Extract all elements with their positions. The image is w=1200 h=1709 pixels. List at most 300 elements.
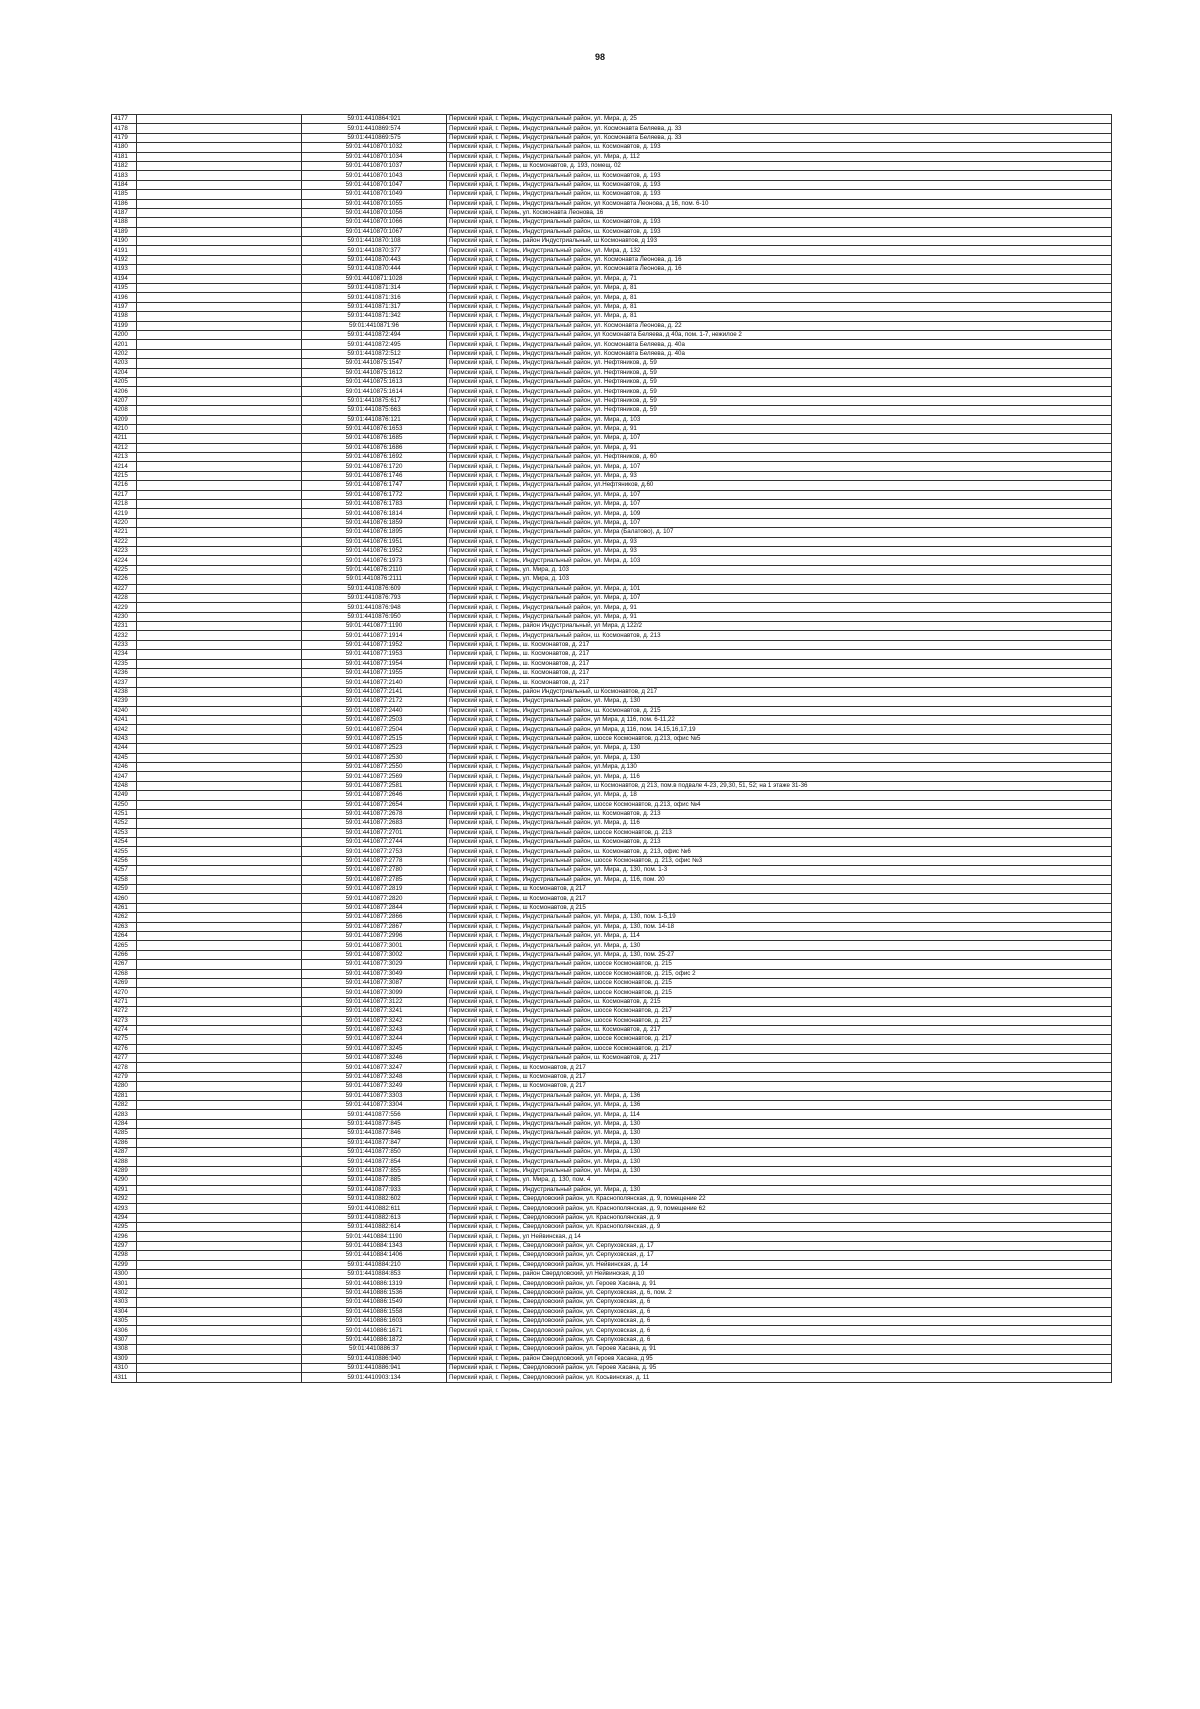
address-cell: Пермский край, г. Пермь, Индустриальный район, ш. Космонавтов, д. 193: [447, 143, 1112, 152]
blank-cell: [137, 856, 302, 865]
address-cell: Пермский край, г. Пермь, Индустриальный район, ул. Мира, д. 130, пом. 25-27: [447, 950, 1112, 959]
table-row: [112, 161, 1112, 170]
address-cell: Пермский край, г. Пермь, Индустриальный район, ул. Мира, д. 109: [447, 509, 1112, 518]
blank-cell: [137, 1063, 302, 1072]
table-row: [112, 1016, 1112, 1025]
blank-cell: [137, 1119, 302, 1128]
table-row: [112, 406, 1112, 415]
row-number-cell: 4306: [112, 1326, 137, 1335]
table-row: [112, 969, 1112, 978]
address-cell: Пермский край, г. Пермь, Индустриальный район, ул.Нефтяников, д.60: [447, 481, 1112, 490]
cadastral-number-cell: 59:01:4410877:2530: [302, 753, 447, 762]
table-row: [112, 227, 1112, 236]
table-row: [112, 640, 1112, 649]
blank-cell: [137, 340, 302, 349]
row-number-cell: 4234: [112, 650, 137, 659]
address-cell: Пермский край, г. Пермь, ул Нейвинская, д 14: [447, 1232, 1112, 1241]
blank-cell: [137, 1101, 302, 1110]
row-number-cell: 4279: [112, 1072, 137, 1081]
address-cell: Пермский край, г. Пермь, Свердловский район, ул. Серпуховская, д. 6: [447, 1298, 1112, 1307]
table-row: [112, 960, 1112, 969]
blank-cell: [137, 960, 302, 969]
address-cell: Пермский край, г. Пермь, район Индустриальный, ш Космонавтов, д 217: [447, 687, 1112, 696]
cadastral-number-cell: 59:01:4410884:853: [302, 1270, 447, 1279]
cadastral-number-cell: 59:01:4410870:1034: [302, 152, 447, 161]
address-cell: Пермский край, г. Пермь, Индустриальный район, ул. Мира, д. 91: [447, 443, 1112, 452]
address-cell: Пермский край, г. Пермь, Индустриальный район, ул. Мира, д. 130: [447, 744, 1112, 753]
table-row: [112, 931, 1112, 940]
blank-cell: [137, 894, 302, 903]
table-row: [112, 1091, 1112, 1100]
cadastral-number-cell: 59:01:4410877:1955: [302, 669, 447, 678]
address-cell: Пермский край, г. Пермь, ш Космонавтов, д. 193, помещ. 02: [447, 161, 1112, 170]
row-number-cell: 4188: [112, 218, 137, 227]
table-row: [112, 265, 1112, 274]
table-row: [112, 471, 1112, 480]
cadastral-number-cell: 59:01:4410876:2111: [302, 575, 447, 584]
table-row: [112, 772, 1112, 781]
blank-cell: [137, 546, 302, 555]
table-row: [112, 650, 1112, 659]
cadastral-number-cell: 59:01:4410877:3087: [302, 978, 447, 987]
cadastral-number-cell: 59:01:4410864:921: [302, 115, 447, 124]
cadastral-number-cell: 59:01:4410876:1772: [302, 490, 447, 499]
address-cell: Пермский край, г. Пермь, Индустриальный район, шоссе Космонавтов, д. 217: [447, 1044, 1112, 1053]
table-row: [112, 622, 1112, 631]
cadastral-number-cell: 59:01:4410877:2646: [302, 791, 447, 800]
blank-cell: [137, 800, 302, 809]
row-number-cell: 4242: [112, 725, 137, 734]
blank-cell: [137, 443, 302, 452]
cadastral-number-cell: 59:01:4410871:1028: [302, 274, 447, 283]
row-number-cell: 4254: [112, 838, 137, 847]
address-cell: Пермский край, г. Пермь, Индустриальный район, ул. Космонавта Беляева, д. 33: [447, 124, 1112, 133]
address-cell: Пермский край, г. Пермь, ш. Космонавтов, д. 217: [447, 640, 1112, 649]
blank-cell: [137, 199, 302, 208]
cadastral-number-cell: 59:01:4410876:1895: [302, 528, 447, 537]
row-number-cell: 4258: [112, 875, 137, 884]
blank-cell: [137, 1157, 302, 1166]
row-number-cell: 4266: [112, 950, 137, 959]
row-number-cell: 4247: [112, 772, 137, 781]
row-number-cell: 4213: [112, 453, 137, 462]
row-number-cell: 4276: [112, 1044, 137, 1053]
cadastral-number-cell: 59:01:4410877:933: [302, 1185, 447, 1194]
table-row: [112, 1007, 1112, 1016]
address-cell: Пермский край, г. Пермь, Индустриальный район, ул. Мира, д. 130: [447, 1147, 1112, 1156]
blank-cell: [137, 584, 302, 593]
table-row: [112, 1373, 1112, 1382]
blank-cell: [137, 359, 302, 368]
blank-cell: [137, 171, 302, 180]
address-cell: Пермский край, г. Пермь, Индустриальный район, ул. Мира (Балатово), д. 107: [447, 528, 1112, 537]
blank-cell: [137, 744, 302, 753]
address-cell: Пермский край, г. Пермь, Индустриальный район, ул Космонавта Беляева, д 40а, пом. 1-7, нежилое 2: [447, 330, 1112, 339]
table-row: [112, 669, 1112, 678]
blank-cell: [137, 143, 302, 152]
cadastral-number-cell: 59:01:4410877:1954: [302, 659, 447, 668]
table-row: [112, 1279, 1112, 1288]
row-number-cell: 4300: [112, 1270, 137, 1279]
table-row: [112, 443, 1112, 452]
address-cell: Пермский край, г. Пермь, ш. Космонавтов, д. 217: [447, 678, 1112, 687]
address-cell: Пермский край, г. Пермь, Индустриальный район, ул. Мира, д. 107: [447, 490, 1112, 499]
row-number-cell: 4203: [112, 359, 137, 368]
table-row: [112, 537, 1112, 546]
cadastral-number-cell: 59:01:4410877:2701: [302, 828, 447, 837]
cadastral-number-cell: 59:01:4410884:210: [302, 1260, 447, 1269]
row-number-cell: 4181: [112, 152, 137, 161]
cadastral-number-cell: 59:01:4410877:1953: [302, 650, 447, 659]
table-row: [112, 1194, 1112, 1203]
blank-cell: [137, 988, 302, 997]
blank-cell: [137, 406, 302, 415]
row-number-cell: 4231: [112, 622, 137, 631]
blank-cell: [137, 518, 302, 527]
row-number-cell: 4246: [112, 762, 137, 771]
address-cell: Пермский край, г. Пермь, Индустриальный район, ул. Мира, д. 107: [447, 434, 1112, 443]
row-number-cell: 4190: [112, 237, 137, 246]
cadastral-number-cell: 59:01:4410877:2172: [302, 697, 447, 706]
row-number-cell: 4288: [112, 1157, 137, 1166]
cadastral-number-cell: 59:01:4410872:495: [302, 340, 447, 349]
blank-cell: [137, 218, 302, 227]
table-row: [112, 809, 1112, 818]
cadastral-number-cell: 59:01:4410876:1720: [302, 462, 447, 471]
address-cell: Пермский край, г. Пермь, Свердловский район, ул. Серпуховская, д. 6: [447, 1335, 1112, 1344]
table-row: [112, 631, 1112, 640]
address-cell: Пермский край, г. Пермь, Индустриальный район, ул. Мира, д. 81: [447, 302, 1112, 311]
table-row: [112, 190, 1112, 199]
row-number-cell: 4248: [112, 781, 137, 790]
table-row: [112, 218, 1112, 227]
table-row: [112, 490, 1112, 499]
blank-cell: [137, 1072, 302, 1081]
row-number-cell: 4309: [112, 1354, 137, 1363]
address-cell: Пермский край, г. Пермь, Индустриальный район, ш. Космонавтов, д. 215: [447, 706, 1112, 715]
cadastral-number-cell: 59:01:4410877:2819: [302, 885, 447, 894]
row-number-cell: 4262: [112, 913, 137, 922]
table-row: [112, 528, 1112, 537]
row-number-cell: 4232: [112, 631, 137, 640]
blank-cell: [137, 115, 302, 124]
blank-cell: [137, 321, 302, 330]
blank-cell: [137, 1204, 302, 1213]
cadastral-number-cell: 59:01:4410877:3242: [302, 1016, 447, 1025]
blank-cell: [137, 1345, 302, 1354]
cadastral-number-cell: 59:01:4410877:1952: [302, 640, 447, 649]
table-row: [112, 1363, 1112, 1372]
address-cell: Пермский край, г. Пермь, Свердловский район, ул. Серпуховская, д. 17: [447, 1251, 1112, 1260]
cadastral-number-cell: 59:01:4410871:314: [302, 284, 447, 293]
cadastral-number-cell: 59:01:4410876:1692: [302, 453, 447, 462]
table-row: [112, 744, 1112, 753]
table-row: [112, 180, 1112, 189]
blank-cell: [137, 274, 302, 283]
row-number-cell: 4263: [112, 922, 137, 931]
blank-cell: [137, 528, 302, 537]
table-row: [112, 387, 1112, 396]
row-number-cell: 4251: [112, 809, 137, 818]
row-number-cell: 4249: [112, 791, 137, 800]
address-cell: Пермский край, г. Пермь, ул. Мира, д. 103: [447, 575, 1112, 584]
cadastral-number-cell: 59:01:4410877:3243: [302, 1025, 447, 1034]
address-cell: Пермский край, г. Пермь, Индустриальный район, ул. Нефтяников, д. 59: [447, 359, 1112, 368]
row-number-cell: 4196: [112, 293, 137, 302]
blank-cell: [137, 1335, 302, 1344]
address-cell: Пермский край, г. Пермь, Индустриальный район, ш. Космонавтов, д. 213: [447, 809, 1112, 818]
row-number-cell: 4302: [112, 1288, 137, 1297]
blank-cell: [137, 866, 302, 875]
address-cell: Пермский край, г. Пермь, ш. Космонавтов, д. 217: [447, 669, 1112, 678]
row-number-cell: 4202: [112, 349, 137, 358]
address-cell: Пермский край, г. Пермь, Индустриальный район, ул. Мира, д. 130: [447, 1138, 1112, 1147]
address-cell: Пермский край, г. Пермь, Индустриальный район, ул. Мира, д. 25: [447, 115, 1112, 124]
row-number-cell: 4285: [112, 1129, 137, 1138]
table-row: [112, 1082, 1112, 1091]
cadastral-number-cell: 59:01:4410876:793: [302, 593, 447, 602]
row-number-cell: 4265: [112, 941, 137, 950]
cadastral-number-cell: 59:01:4410877:2820: [302, 894, 447, 903]
blank-cell: [137, 293, 302, 302]
address-cell: Пермский край, г. Пермь, ш. Космонавтов, д. 217: [447, 650, 1112, 659]
row-number-cell: 4191: [112, 246, 137, 255]
row-number-cell: 4290: [112, 1176, 137, 1185]
table-row: [112, 875, 1112, 884]
cadastral-number-cell: 59:01:4410877:3249: [302, 1082, 447, 1091]
table-row: [112, 762, 1112, 771]
blank-cell: [137, 565, 302, 574]
table-row: [112, 575, 1112, 584]
address-cell: Пермский край, г. Пермь, ш Космонавтов, д 217: [447, 894, 1112, 903]
table-row: [112, 847, 1112, 856]
cadastral-number-cell: 59:01:4410876:1973: [302, 556, 447, 565]
row-number-cell: 4227: [112, 584, 137, 593]
row-number-cell: 4297: [112, 1241, 137, 1250]
cadastral-register-table: [111, 114, 1112, 1383]
address-cell: Пермский край, г. Пермь, Индустриальный район, шоссе Космонавтов, д. 217: [447, 1016, 1112, 1025]
cadastral-number-cell: 59:01:4410882:611: [302, 1204, 447, 1213]
address-cell: Пермский край, г. Пермь, Свердловский район, ул. Краснополянская, д. 9, помещение 22: [447, 1194, 1112, 1203]
address-cell: Пермский край, г. Пермь, Индустриальный район, ул. Мира, д. 112: [447, 152, 1112, 161]
table-row: [112, 199, 1112, 208]
table-row: [112, 1138, 1112, 1147]
cadastral-number-cell: 59:01:4410877:2753: [302, 847, 447, 856]
row-number-cell: 4268: [112, 969, 137, 978]
address-cell: Пермский край, г. Пермь, Индустриальный район, ул. Мира, д. 130: [447, 1185, 1112, 1194]
cadastral-number-cell: 59:01:4410877:2503: [302, 716, 447, 725]
cadastral-number-cell: 59:01:4410877:3247: [302, 1063, 447, 1072]
cadastral-number-cell: 59:01:4410877:2996: [302, 931, 447, 940]
cadastral-number-cell: 59:01:4410877:556: [302, 1110, 447, 1119]
row-number-cell: 4180: [112, 143, 137, 152]
address-cell: Пермский край, г. Пермь, Индустриальный район, ул. Мира, д. 136: [447, 1091, 1112, 1100]
row-number-cell: 4298: [112, 1251, 137, 1260]
cadastral-number-cell: 59:01:4410877:850: [302, 1147, 447, 1156]
address-cell: Пермский край, г. Пермь, Индустриальный район, ул Мира, д 116, пом. 6-11,22: [447, 716, 1112, 725]
address-cell: Пермский край, г. Пермь, Индустриальный район, ул. Мира, д. 107: [447, 500, 1112, 509]
table-row: [112, 1298, 1112, 1307]
blank-cell: [137, 1270, 302, 1279]
row-number-cell: 4274: [112, 1025, 137, 1034]
blank-cell: [137, 434, 302, 443]
table-row: [112, 1166, 1112, 1175]
table-row: [112, 950, 1112, 959]
blank-cell: [137, 659, 302, 668]
address-cell: Пермский край, г. Пермь, Индустриальный район, шоссе Космонавтов, д.213, офис №4: [447, 800, 1112, 809]
blank-cell: [137, 424, 302, 433]
cadastral-number-cell: 59:01:4410871:342: [302, 312, 447, 321]
page-number: 98: [594, 52, 605, 62]
address-cell: Пермский край, г. Пермь, Индустриальный район, ул. Космонавта Беляева, д. 40а: [447, 349, 1112, 358]
cadastral-number-cell: 59:01:4410877:3099: [302, 988, 447, 997]
row-number-cell: 4245: [112, 753, 137, 762]
address-cell: Пермский край, г. Пермь, Индустриальный район, ул. Нефтяников, д. 59: [447, 377, 1112, 386]
cadastral-number-cell: 59:01:4410876:1685: [302, 434, 447, 443]
table-row: [112, 697, 1112, 706]
blank-cell: [137, 1298, 302, 1307]
cadastral-number-cell: 59:01:4410886:1671: [302, 1326, 447, 1335]
address-cell: Пермский край, г. Пермь, Индустриальный район, ул. Мира, д. 132: [447, 246, 1112, 255]
cadastral-number-cell: 59:01:4410870:444: [302, 265, 447, 274]
cadastral-number-cell: 59:01:4410877:3245: [302, 1044, 447, 1053]
blank-cell: [137, 913, 302, 922]
cadastral-number-cell: 59:01:4410877:2515: [302, 734, 447, 743]
blank-cell: [137, 1232, 302, 1241]
blank-cell: [137, 838, 302, 847]
address-cell: Пермский край, г. Пермь, Свердловский район, ул. Героев Хасана, д. 91: [447, 1279, 1112, 1288]
blank-cell: [137, 575, 302, 584]
blank-cell: [137, 687, 302, 696]
blank-cell: [137, 716, 302, 725]
blank-cell: [137, 1213, 302, 1222]
cadastral-number-cell: 59:01:4410877:845: [302, 1119, 447, 1128]
cadastral-number-cell: 59:01:4410884:1406: [302, 1251, 447, 1260]
row-number-cell: 4310: [112, 1363, 137, 1372]
blank-cell: [137, 950, 302, 959]
address-cell: Пермский край, г. Пермь, Индустриальный район, ул. Мира, д. 103: [447, 556, 1112, 565]
table-row: [112, 1204, 1112, 1213]
table-row: [112, 1241, 1112, 1250]
row-number-cell: 4261: [112, 903, 137, 912]
address-cell: Пермский край, г. Пермь, ул. Мира, д. 103: [447, 565, 1112, 574]
address-cell: Пермский край, г. Пермь, Индустриальный район, ш. Космонавтов, д. 213: [447, 838, 1112, 847]
table-row: [112, 1288, 1112, 1297]
cadastral-number-cell: 59:01:4410869:575: [302, 133, 447, 142]
table-row: [112, 1044, 1112, 1053]
address-cell: Пермский край, г. Пермь, Индустриальный район, ул Мира, д 116, пом. 14,15,16,17,19: [447, 725, 1112, 734]
row-number-cell: 4269: [112, 978, 137, 987]
blank-cell: [137, 490, 302, 499]
row-number-cell: 4287: [112, 1147, 137, 1156]
row-number-cell: 4291: [112, 1185, 137, 1194]
table-row: [112, 481, 1112, 490]
row-number-cell: 4282: [112, 1101, 137, 1110]
blank-cell: [137, 1129, 302, 1138]
cadastral-number-cell: 59:01:4410872:512: [302, 349, 447, 358]
row-number-cell: 4289: [112, 1166, 137, 1175]
table-row: [112, 171, 1112, 180]
cadastral-number-cell: 59:01:4410876:948: [302, 603, 447, 612]
address-cell: Пермский край, г. Пермь, ул. Мира, д. 130, пом. 4: [447, 1176, 1112, 1185]
address-cell: Пермский край, г. Пермь, район Свердловский, ул Нейвинская, д 10: [447, 1270, 1112, 1279]
blank-cell: [137, 237, 302, 246]
address-cell: Пермский край, г. Пермь, ш. Космонавтов, д. 217: [447, 659, 1112, 668]
blank-cell: [137, 180, 302, 189]
row-number-cell: 4222: [112, 537, 137, 546]
table-row: [112, 396, 1112, 405]
address-cell: Пермский край, г. Пермь, Индустриальный район, ул. Мира, д. 71: [447, 274, 1112, 283]
table-row: [112, 1223, 1112, 1232]
row-number-cell: 4214: [112, 462, 137, 471]
cadastral-number-cell: 59:01:4410886:1536: [302, 1288, 447, 1297]
table-row: [112, 246, 1112, 255]
blank-cell: [137, 1326, 302, 1335]
blank-cell: [137, 124, 302, 133]
cadastral-number-cell: 59:01:4410875:1613: [302, 377, 447, 386]
table-row: [112, 1063, 1112, 1072]
cadastral-number-cell: 59:01:4410877:2550: [302, 762, 447, 771]
row-number-cell: 4259: [112, 885, 137, 894]
blank-cell: [137, 762, 302, 771]
address-cell: Пермский край, г. Пермь, Индустриальный район, ул. Мира, д. 130: [447, 941, 1112, 950]
cadastral-number-cell: 59:01:4410877:2140: [302, 678, 447, 687]
address-cell: Пермский край, г. Пермь, Индустриальный район, ул. Мира, д. 93: [447, 546, 1112, 555]
blank-cell: [137, 302, 302, 311]
row-number-cell: 4209: [112, 415, 137, 424]
table-row: [112, 1119, 1112, 1128]
blank-cell: [137, 828, 302, 837]
table-row: [112, 1147, 1112, 1156]
row-number-cell: 4198: [112, 312, 137, 321]
row-number-cell: 4182: [112, 161, 137, 170]
cadastral-number-cell: 59:01:4410870:1032: [302, 143, 447, 152]
address-cell: Пермский край, г. Пермь, Индустриальный район, шоссе Космонавтов, д. 215, офис 2: [447, 969, 1112, 978]
row-number-cell: 4226: [112, 575, 137, 584]
cadastral-number-cell: 59:01:4410876:1814: [302, 509, 447, 518]
blank-cell: [137, 1091, 302, 1100]
address-cell: Пермский край, г. Пермь, Индустриальный район, ул. Космонавта Беляева, д. 40а: [447, 340, 1112, 349]
address-cell: Пермский край, г. Пермь, Индустриальный район, ул. Мира, д. 107: [447, 593, 1112, 602]
row-number-cell: 4218: [112, 500, 137, 509]
address-cell: Пермский край, г. Пермь, Индустриальный район, ш. Космонавтов, д. 193: [447, 171, 1112, 180]
address-cell: Пермский край, г. Пермь, Свердловский район, ул. Краснополянская, д. 9: [447, 1223, 1112, 1232]
row-number-cell: 4305: [112, 1317, 137, 1326]
row-number-cell: 4185: [112, 190, 137, 199]
address-cell: Пермский край, г. Пермь, ш Космонавтов, д 217: [447, 1082, 1112, 1091]
address-cell: Пермский край, г. Пермь, ш Космонавтов, д 217: [447, 1072, 1112, 1081]
address-cell: Пермский край, г. Пермь, Индустриальный район, шоссе Космонавтов, д. 217: [447, 1035, 1112, 1044]
table-row: [112, 913, 1112, 922]
table-row: [112, 462, 1112, 471]
table-row: [112, 1157, 1112, 1166]
row-number-cell: 4217: [112, 490, 137, 499]
table-row: [112, 1307, 1112, 1316]
cadastral-number-cell: 59:01:4410875:663: [302, 406, 447, 415]
blank-cell: [137, 1044, 302, 1053]
address-cell: Пермский край, г. Пермь, Индустриальный район, ул. Мира, д. 130: [447, 1129, 1112, 1138]
blank-cell: [137, 791, 302, 800]
row-number-cell: 4219: [112, 509, 137, 518]
blank-cell: [137, 1373, 302, 1382]
address-cell: Пермский край, г. Пермь, ш Космонавтов, д 215: [447, 903, 1112, 912]
cadastral-number-cell: 59:01:4410877:855: [302, 1166, 447, 1175]
row-number-cell: 4228: [112, 593, 137, 602]
cadastral-number-cell: 59:01:4410882:613: [302, 1213, 447, 1222]
row-number-cell: 4211: [112, 434, 137, 443]
table-row: [112, 997, 1112, 1006]
table-row: [112, 1335, 1112, 1344]
